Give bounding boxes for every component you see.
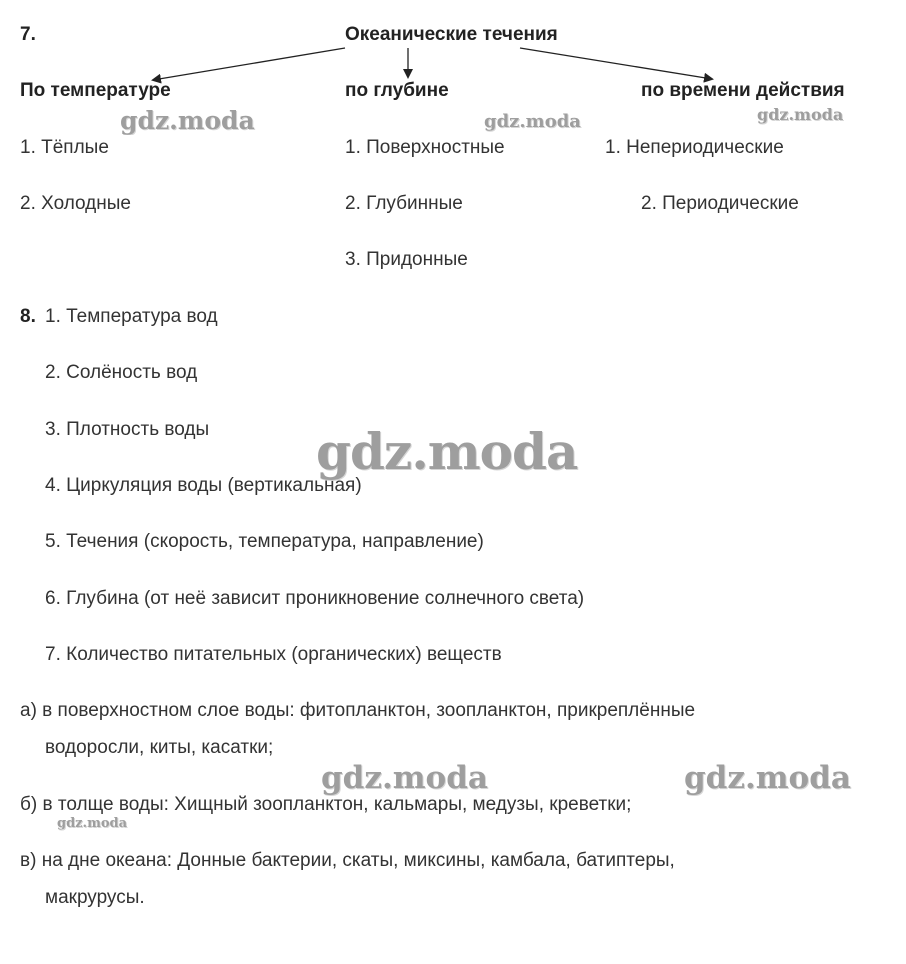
heading-depth: по глубине	[345, 80, 449, 101]
task-8-number: 8.	[20, 306, 36, 327]
zone-surface-line-1: а) в поверхностном слое воды: фитопланктон, зоопланктон, прикреплённые	[20, 700, 696, 721]
factor-item: 6. Глубина (от неё зависит проникновение солнечного света)	[45, 588, 585, 609]
zone-water-column-line: б) в толще воды: Хищный зоопланктон, кальмары, медузы, креветки;	[20, 794, 632, 815]
watermark: gdz.moda	[757, 105, 844, 124]
heading-time: по времени действия	[641, 80, 845, 101]
heading-temperature: По температуре	[20, 80, 171, 101]
depth-item: 3. Придонные	[345, 249, 468, 270]
zone-ocean-floor-line-1: в) на дне океана: Донные бактерии, скаты, миксины, камбала, батиптеры,	[20, 850, 675, 871]
time-item: 1. Непериодические	[605, 137, 784, 158]
task-7-number: 7.	[20, 24, 36, 45]
watermark: gdz.moda	[321, 760, 488, 796]
zone-ocean-floor-line-2: макрурусы.	[45, 887, 145, 908]
zone-surface-line-2: водоросли, киты, касатки;	[45, 737, 274, 758]
arrow-to-time	[520, 48, 712, 79]
depth-item: 2. Глубинные	[345, 193, 463, 214]
factor-item: 1. Температура вод	[45, 306, 218, 327]
temperature-item: 1. Тёплые	[20, 137, 109, 158]
time-item: 2. Периодические	[641, 193, 799, 214]
depth-item: 1. Поверхностные	[345, 137, 505, 158]
factor-item: 4. Циркуляция воды (вертикальная)	[45, 475, 362, 496]
factor-item: 3. Плотность воды	[45, 419, 210, 440]
factor-item: 5. Течения (скорость, температура, направление)	[45, 531, 484, 552]
arrow-to-temperature	[153, 48, 345, 80]
temperature-item: 2. Холодные	[20, 193, 131, 214]
watermark: gdz.moda	[57, 816, 128, 831]
factor-item: 7. Количество питательных (органических) веществ	[45, 644, 502, 665]
diagram-title: Океанические течения	[345, 24, 558, 45]
watermark: gdz.moda	[120, 106, 255, 135]
watermark: gdz.moda	[316, 422, 578, 481]
factor-item: 2. Солёность вод	[45, 362, 198, 383]
watermark: gdz.moda	[484, 111, 581, 132]
watermark: gdz.moda	[684, 760, 851, 796]
